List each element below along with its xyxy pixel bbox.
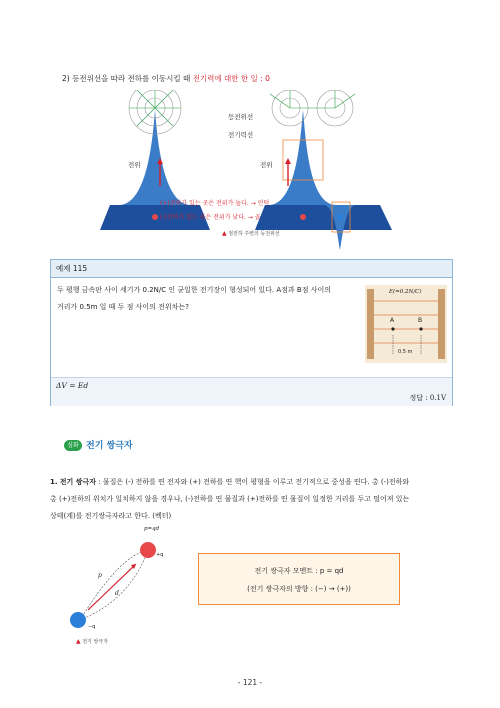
answer-value: 0.1V xyxy=(429,394,446,402)
question-line-1: 두 평행 금속판 사이 세기가 0.2N/C 인 균일한 전기장이 형성되어 있다. A점과 B점 사이의 xyxy=(57,286,331,294)
top-figure-caption xyxy=(222,230,280,237)
distance-label: 0.5 m xyxy=(398,349,413,355)
page-number: - 121 - xyxy=(237,678,263,687)
label-d: d xyxy=(115,590,119,597)
answer-label: 정답 : xyxy=(409,394,430,402)
dipole-paragraph xyxy=(50,474,450,525)
example-answer xyxy=(409,393,446,403)
example-question xyxy=(57,282,347,316)
section-title: 전기 쌍극자 xyxy=(86,441,133,451)
equipotential-figure xyxy=(100,90,420,250)
point-a: A xyxy=(390,317,395,324)
top-figure-caption-text: 점전하 주변의 등전위선 xyxy=(228,231,280,237)
right-negative-charge xyxy=(337,214,343,220)
right-field-lines xyxy=(270,90,355,108)
positive-charge xyxy=(140,542,156,558)
right-peak xyxy=(270,110,335,205)
paragraph-line-1 xyxy=(50,474,450,491)
label-equipotential: 등전위선 xyxy=(228,113,254,121)
equipotential-illustration xyxy=(100,90,420,250)
paragraph-number: 1. xyxy=(50,478,58,486)
left-peak xyxy=(120,110,190,205)
dipole-moment-formula: 전기 쌍극자 모멘트 : p = qd xyxy=(254,567,344,575)
question-line-2: 거리가 0.5m 일 때 두 점 사이의 전위차는? xyxy=(57,303,189,311)
field-label: E(=0.2N/C) xyxy=(389,289,422,295)
right-positive-charge xyxy=(300,214,306,220)
label-potential-right: 전위 xyxy=(260,161,273,169)
example-answer-area xyxy=(51,377,452,406)
dipole-caption xyxy=(76,638,108,645)
label-plus-q: +q xyxy=(156,552,164,558)
label-p-eq: p=qd xyxy=(144,526,160,532)
left-charge xyxy=(152,214,158,220)
label-p: p xyxy=(98,572,102,579)
dipole-caption-text: 전기 쌍극자 xyxy=(82,639,108,645)
paragraph-line-2: 총 (+)전하의 위치가 일치하지 않을 경우나, (-)전하를 띤 물질과 (+)전하를 띤 물질이 일정한 거리를 두고 떨어져 있는 xyxy=(50,495,410,503)
subheading-prefix: 2) 등전위선을 따라 전하를 이동시킬 때 xyxy=(62,74,193,83)
negative-charge xyxy=(70,612,86,628)
example-title: 예제 115 xyxy=(56,264,88,273)
dipole-caption-triangle-icon: ▲ xyxy=(76,638,81,645)
subheading-highlight: 전기력에 대한 한 일 : 0 xyxy=(192,74,270,83)
dipole-svg xyxy=(60,540,190,650)
parallel-plate-figure xyxy=(365,285,447,363)
paragraph-line-3: 상태(계)를 전기쌍극자라고 한다. (벡터) xyxy=(50,512,172,520)
section-subheading xyxy=(62,73,270,84)
label-field-line: 전기력선 xyxy=(228,131,254,139)
dipole-moment-box xyxy=(198,553,400,605)
paragraph-term: 전기 쌍극자 xyxy=(59,478,97,486)
example-box xyxy=(50,259,453,406)
label-minus-q: −q xyxy=(88,624,96,630)
note-negative: (-)전하가 있는 곳은 전위가 낮다. → 골 xyxy=(160,214,261,221)
note-positive: (+)전하가 있는 곳은 전위가 높다. → 언덕 xyxy=(160,200,270,207)
right-surface xyxy=(255,205,392,230)
point-b: B xyxy=(418,317,423,324)
label-potential-left: 전위 xyxy=(128,161,141,169)
advanced-badge: 심화 xyxy=(64,440,82,451)
paragraph-text-1: : 물질은 (-) 전하를 띤 전자와 (+) 전하를 띤 핵이 평형을 이루고 전기적으로 중성을 띤다. 총 (-)전하와 xyxy=(96,478,410,486)
caption-triangle-icon: ▲ xyxy=(222,230,227,237)
dipole-figure xyxy=(60,526,190,650)
dipole-direction: (전기 쌍극자의 방향 : (−) → (+)) xyxy=(247,585,351,593)
example-title-bar xyxy=(51,260,452,278)
example-formula: ΔV = Ed xyxy=(56,381,89,390)
